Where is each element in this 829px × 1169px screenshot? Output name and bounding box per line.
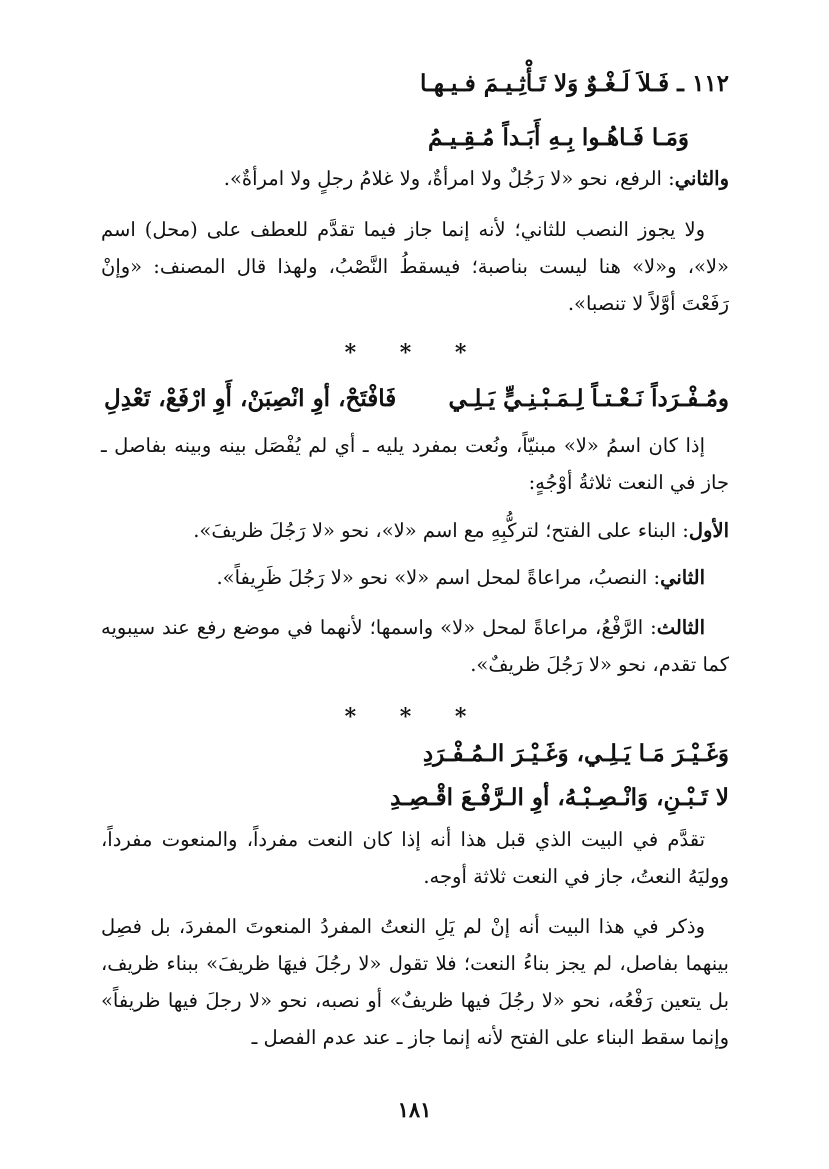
section-divider-stars: * * * <box>344 704 485 730</box>
verse-2-first-hemistich: ومُـفْـرَداً نَـعْـتـاً لِـمَـبْـنِـيٍّ يَـلِـي <box>448 385 729 412</box>
verse-112-line-1: ١١٢ ـ فَـلاَ لَـغْـوٌ وَلا تَـأْثِـيـمَ فـيـهـا <box>419 70 729 97</box>
paragraph-second-raf <box>224 160 729 197</box>
paragraph-no-nasb: ولا يجوز النصب للثاني؛ لأنه إنما جاز فيما تقدَّم للعطف على (محل) اسم «لا»، و«لا» هنا ليست بناصبة؛ فيسقطُ النَّصْبُ، ولهذا قال المصنف: «وإنْ رَفَعْتَ أوَّلاً لا تنصبا». <box>101 218 729 315</box>
term-label: الثالث <box>656 616 705 639</box>
paragraph-text: : النصبُ، مراعاةً لمحل اسم «لا» نحو «لا رَجُلَ ظَرِيفاً». <box>216 566 661 589</box>
paragraph-dhakara: وذكر في هذا البيت أنه إنْ لم يَلِ النعتُ المفردُ المنعوتَ المفردَ، بل فصِل بينهما بفاصل، لم يجز بناءُ النعت؛ فلا تقول «لا رجُلَ فيهَا ظريفَ» ببناء ظريف، بل يتعين رَفْعُه، نحو «لا رجُلَ فيها ظريفٌ» أو نصبه، نحو «لا رجلَ فيها ظريفاً» وإنما سقط البناء على الفتح لأنه إنما جاز ـ عند عدم الفصل ـ <box>101 915 729 1049</box>
term-label: الثاني <box>660 566 705 589</box>
paragraph-text: : الرفع، نحو «لا رَجُلٌ ولا امرأةٌ، ولا غلامُ رجلٍ ولا امرأةٌ». <box>223 167 675 190</box>
paragraph-third-option <box>101 609 729 683</box>
paragraph-first-option <box>193 512 729 549</box>
paragraph-taqaddam: تقدَّم في البيت الذي قبل هذا أنه إذا كان النعت مفرداً، والمنعوت مفرداً، ووليَهُ النعتُ، جاز في النعت ثلاثة أوجه. <box>101 828 729 888</box>
paragraph-second-option <box>216 559 705 596</box>
verse-3-line-2: لا تَـبْـنِ، وَانْـصِـبْـهُ، أوِ الـرَّفْـعَ اقْـصِـدِ <box>390 784 729 811</box>
verse-3-line-1: وَغَـيْـرَ مَـا يَـلِـي، وَغَـيْـرَ الـمُـفْـرَدِ <box>422 740 729 767</box>
paragraph-text: : البناء على الفتح؛ لتركُّبِهِ مع اسم «لا»، نحو «لا رَجُلَ ظريفَ». <box>193 519 689 542</box>
paragraph-idha-kana: إذا كان اسمُ «لا» مبنيّاً، ونُعت بمفرد يليه ـ أي لم يُفْصَل بينه وبينه بفاصل ـ جاز في النعت ثلاثةُ أوْجُهٍ: <box>101 434 729 494</box>
paragraph-text: : الرَّفْعُ، مراعاةً لمحل «لا» واسمها؛ لأنهما في موضع رفع عند سيبويه كما تقدم، نحو «لا رَجُلَ ظريفٌ». <box>101 616 729 676</box>
section-divider-stars: * * * <box>344 340 485 366</box>
verse-2-second-hemistich: فَافْتَحْ، أوِ انْصِبَنْ، أَوِ ارْفَعْ، تَعْدِلِ <box>104 385 397 412</box>
term-label: الأول <box>688 519 729 542</box>
page-number: ١٨١ <box>397 1097 432 1122</box>
term-label: والثاني <box>674 167 729 190</box>
verse-112-line-2: وَمَـا فَـاهُـوا بِـهِ أَبَـداً مُـقِـيـمُ <box>428 124 689 151</box>
